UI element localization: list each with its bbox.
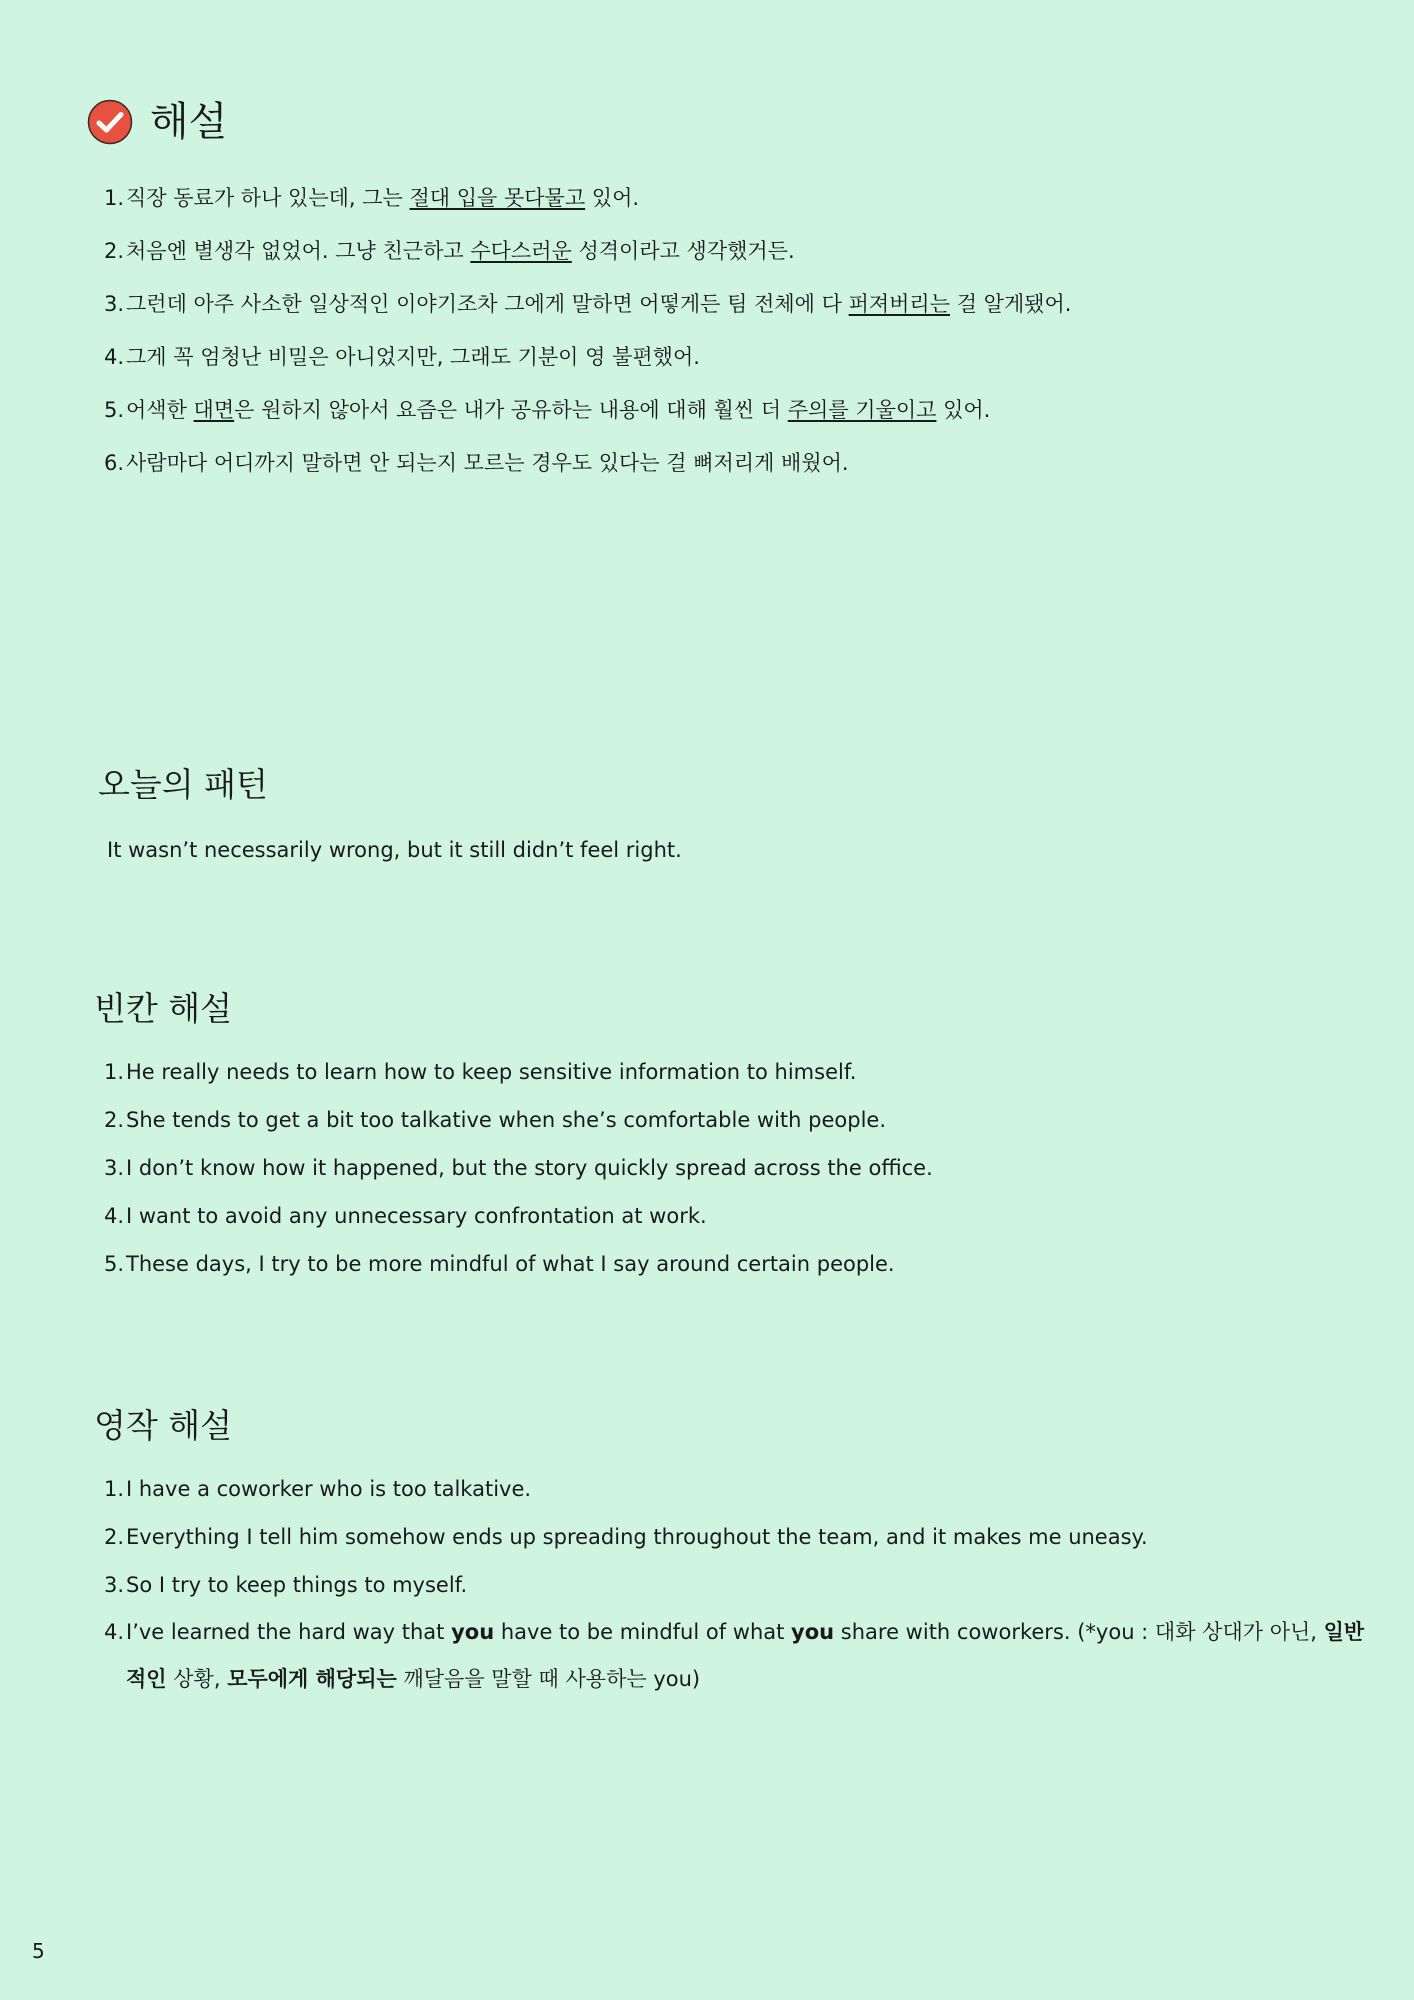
text-segment: So I try to keep things to myself. <box>126 1573 468 1597</box>
bold-phrase: you <box>451 1620 495 1644</box>
text-segment: 성격이라고 생각했거든. <box>571 239 795 263</box>
list-item-number: 2 . <box>86 1104 124 1152</box>
bold-phrase: 일반적인 <box>126 1620 1365 1691</box>
list-item-number: 6 . <box>86 447 124 500</box>
list-item <box>86 1200 1336 1248</box>
list-item <box>86 1248 1336 1296</box>
list-item-text <box>124 1569 467 1601</box>
list-item <box>86 1056 1336 1104</box>
list-item <box>86 1609 1376 1703</box>
list-item-text <box>124 341 700 394</box>
bold-phrase: you <box>791 1620 835 1644</box>
text-segment: share with coworkers. (*you : 대화 상대가 아닌, <box>834 1620 1324 1644</box>
list-item <box>86 394 1336 447</box>
list-item-number: 4 . <box>86 1609 124 1703</box>
check-circle-icon <box>86 98 134 146</box>
blank-explanation-list <box>86 1056 1336 1296</box>
text-segment: 직장 동료가 하나 있는데, 그는 <box>126 186 410 210</box>
list-item <box>86 1569 1376 1601</box>
bold-phrase: 모두에게 해당되는 <box>227 1667 397 1691</box>
list-item-text <box>124 1473 531 1505</box>
list-item-number: 1 . <box>86 1473 124 1505</box>
text-segment: These days, I try to be more mindful of what I say around certain people. <box>126 1252 895 1276</box>
text-segment: 상황, <box>166 1667 228 1691</box>
pattern-title: 오늘의 패턴 <box>98 765 268 804</box>
composition-title: 영작 해설 <box>94 1406 233 1445</box>
text-segment: I want to avoid any unnecessary confrontation at work. <box>126 1204 707 1228</box>
text-segment: He really needs to learn how to keep sensitive information to himself. <box>126 1060 857 1084</box>
list-item <box>86 235 1336 288</box>
list-item-text <box>124 182 639 235</box>
explanation-list <box>86 182 1336 500</box>
underlined-phrase: 퍼져버리는 <box>848 292 951 316</box>
list-item-text <box>124 1200 707 1248</box>
list-item-number: 1 . <box>86 182 124 235</box>
list-item <box>86 288 1336 341</box>
list-item-number: 2 . <box>86 1521 124 1553</box>
list-item-text <box>124 394 990 447</box>
text-segment: 있어. <box>585 186 640 210</box>
list-item-text <box>124 288 1071 341</box>
list-item <box>86 447 1336 500</box>
list-item-number: 3 . <box>86 288 124 341</box>
text-segment: 그런데 아주 사소한 일상적인 이야기조차 그에게 말하면 어떻게든 팀 전체에 다 <box>126 292 849 316</box>
list-item-text <box>124 1104 886 1152</box>
text-segment: 깨달음을 말할 때 사용하는 you) <box>396 1667 701 1691</box>
list-item-number: 1 . <box>86 1056 124 1104</box>
list-item-text <box>124 1248 895 1296</box>
list-item-text <box>124 1521 1148 1553</box>
underlined-phrase: 대면 <box>193 398 235 422</box>
composition-list <box>86 1473 1376 1719</box>
list-item <box>86 1473 1376 1505</box>
list-item <box>86 341 1336 394</box>
blank-explanation-title: 빈칸 해설 <box>94 989 233 1028</box>
list-item-text <box>124 1056 856 1104</box>
text-segment: 그게 꼭 엄청난 비밀은 아니었지만, 그래도 기분이 영 불편했어. <box>126 345 700 369</box>
list-item-text <box>124 1152 933 1200</box>
text-segment: She tends to get a bit too talkative when she’s comfortable with people. <box>126 1108 886 1132</box>
text-segment: 어색한 <box>126 398 194 422</box>
list-item-number: 4 . <box>86 341 124 394</box>
list-item-text <box>124 1609 1376 1703</box>
list-item-number: 5 . <box>86 394 124 447</box>
list-item <box>86 182 1336 235</box>
list-item-text <box>124 235 795 288</box>
list-item-number: 2 . <box>86 235 124 288</box>
list-item-text <box>124 447 849 500</box>
text-segment: 사람마다 어디까지 말하면 안 되는지 모르는 경우도 있다는 걸 뼈저리게 배웠어. <box>126 451 849 475</box>
list-item-number: 3 . <box>86 1152 124 1200</box>
text-segment: 은 원하지 않아서 요즘은 내가 공유하는 내용에 대해 훨씬 더 <box>234 398 788 422</box>
page-title: 해설 <box>150 99 228 145</box>
text-segment: 걸 알게됐어. <box>950 292 1072 316</box>
pattern-sentence: It wasn’t necessarily wrong, but it still didn’t feel right. <box>107 838 682 862</box>
text-segment: 있어. <box>936 398 991 422</box>
text-segment: 처음엔 별생각 없었어. 그냥 친근하고 <box>126 239 471 263</box>
text-segment: have to be mindful of what <box>494 1620 792 1644</box>
page-number: 5 <box>32 1939 45 1963</box>
list-item-number: 3 . <box>86 1569 124 1601</box>
underlined-phrase: 주의를 기울이고 <box>787 398 937 422</box>
text-segment: I don’t know how it happened, but the story quickly spread across the office. <box>126 1156 933 1180</box>
underlined-phrase: 절대 입을 못다물고 <box>409 186 586 210</box>
underlined-phrase: 수다스러운 <box>470 239 572 263</box>
list-item-number: 4 . <box>86 1200 124 1248</box>
list-item <box>86 1104 1336 1152</box>
list-item <box>86 1152 1336 1200</box>
list-item <box>86 1521 1376 1553</box>
text-segment: I’ve learned the hard way that <box>126 1620 452 1644</box>
text-segment: Everything I tell him somehow ends up spreading throughout the team, and it makes me uneasy. <box>126 1525 1148 1549</box>
list-item-number: 5 . <box>86 1248 124 1296</box>
section-header <box>86 98 227 146</box>
text-segment: I have a coworker who is too talkative. <box>126 1477 532 1501</box>
